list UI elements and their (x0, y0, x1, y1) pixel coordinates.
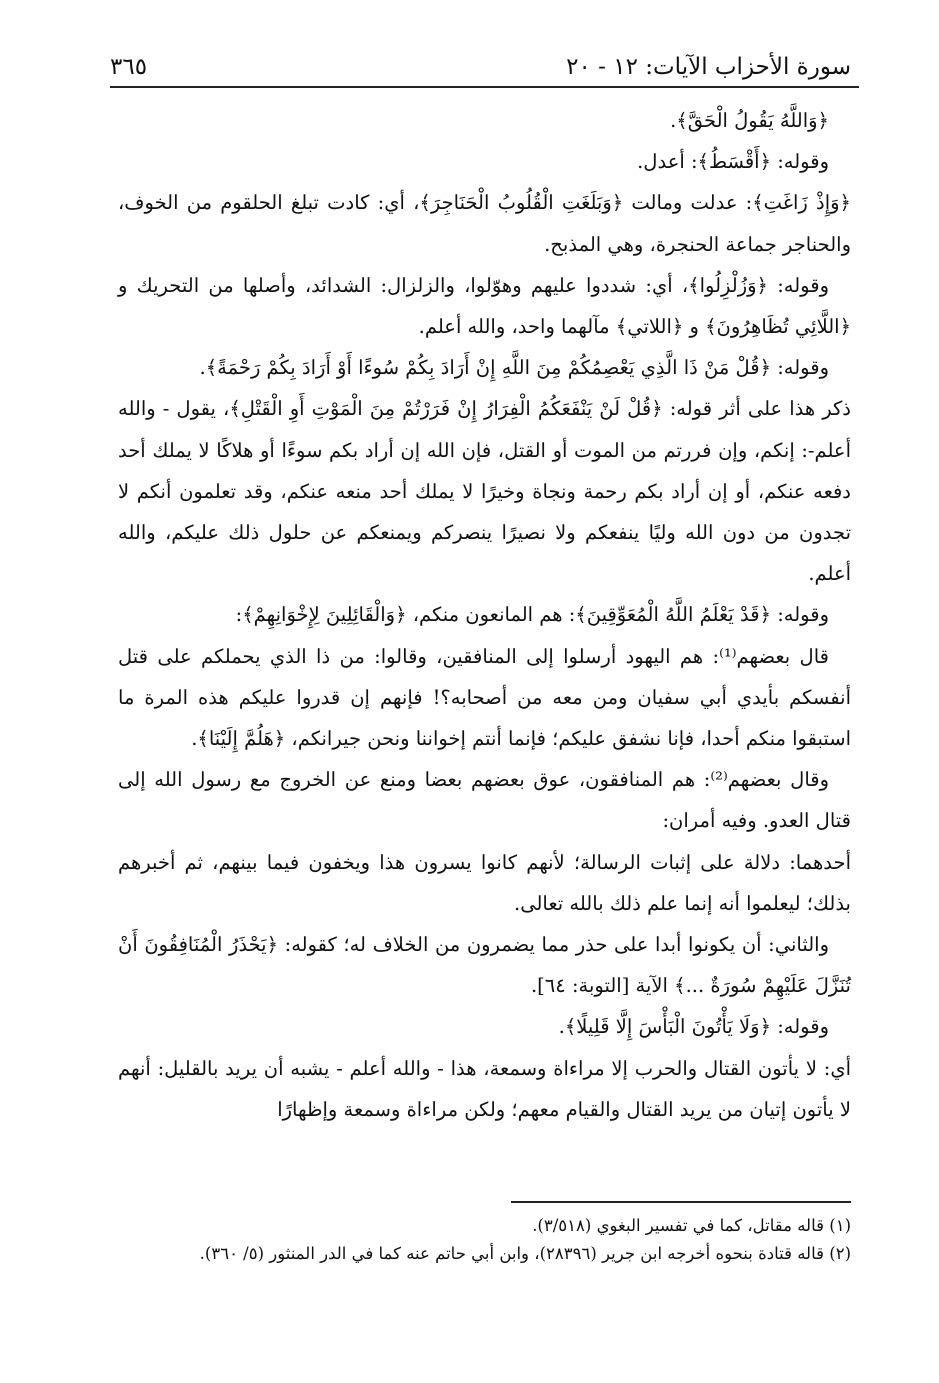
page-number: ٣٦٥ (110, 54, 148, 80)
main-text (118, 100, 851, 1130)
paragraph: قال بعضهم⁽¹⁾: هم اليهود أرسلوا إلى المنافقين، وقالوا: من ذا الذي يحملكم على قتل أنفسكم بأيدي أبي سفيان ومن معه من أصحابه؟! فإنهم إن قدروا عليكم هذه المرة ما استبقوا منكم أحدا، فإنا نشفق عليكم؛ فإنما أنتم إخواننا ونحن جيرانكم، ﴿هَلُمَّ إِلَيْنَا﴾. (118, 644, 851, 751)
paragraph: وقوله: ﴿قَدْ يَعْلَمُ اللَّهُ الْمُعَوِّقِينَ﴾: هم المانعون منكم، ﴿وَالْقَائِلِينَ لِإِخْوَانِهِمْ﴾: (235, 603, 829, 627)
paragraph: ﴿وَاللَّهُ يَقُولُ الْحَقَّ﴾. (670, 109, 829, 132)
paragraph: أي: لا يأتون القتال والحرب إلا مراءاة وسمعة، هذا - والله أعلم - يشبه أن يريد بالقليل: أنهم لا يأتون إتيان من يريد القتال والقيام معهم؛ ولكن مراءاة وسمعة وإظهارًا (118, 1056, 851, 1121)
footnote-1: (١) قاله مقاتل، كما في تفسير البغوي (٣/٥١٨). (532, 1216, 851, 1235)
page-header (110, 40, 851, 80)
footnote-2: (٢) قاله قتادة بنحوه أخرجه ابن جرير (٢٨٣٩٦)، وابن أبي حاتم عنه كما في الدر المنثور (٥/ ٣٦٠). (199, 1244, 851, 1263)
paragraph: وقوله: ﴿أَقْسَطُ﴾: أعدل. (637, 150, 829, 174)
paragraph: وقوله: ﴿وَزُلْزِلُوا﴾، أي: شددوا عليهم وهوّلوا، والزلزال: الشدائد، وأصلها من التحريك و ﴿اللَّائِي تُظَاهِرُونَ﴾ و ﴿اللاتي﴾ مآلهما واحد، والله أعلم. (118, 273, 851, 339)
running-title: سورة الأحزاب الآيات: ١٢ - ٢٠ (566, 54, 851, 80)
paragraph: وقال بعضهم⁽²⁾: هم المنافقون، عوق بعضهم بعضا ومنع عن الخروج مع رسول الله إلى قتال العدو. وفيه أمران: (118, 768, 851, 833)
paragraph: أحدهما: دلالة على إثبات الرسالة؛ لأنهم كانوا يسرون هذا ويخفون فيما بينهم، ثم أخبرهم بذلك؛ ليعلموا أنه إنما علم ذلك بالله تعالى. (118, 850, 851, 915)
paragraph: والثاني: أن يكونوا أبدا على حذر مما يضمرون من الخلاف له؛ كقوله: ﴿يَحْذَرُ الْمُنَافِقُونَ أَنْ تُنَزَّلَ عَلَيْهِمْ سُورَةٌ ...﴾ الآية [التوبة: ٦٤]. (118, 933, 851, 998)
footnote-divider (511, 1201, 851, 1203)
paragraph: وقوله: ﴿وَلَا يَأْتُونَ الْبَأْسَ إِلَّا قَلِيلًا﴾. (558, 1015, 829, 1039)
paragraph: ﴿وَإِذْ زَاغَتِ﴾: عدلت ومالت ﴿وَبَلَغَتِ الْقُلُوبُ الْحَنَاجِرَ﴾، أي: كادت تبلغ الحلقوم من الخوف، والحناجر جماعة الحنجرة، وهي المذبح. (118, 191, 851, 256)
footnotes (118, 1212, 851, 1268)
header-divider (110, 86, 859, 88)
paragraph: وقوله: ﴿قُلْ مَنْ ذَا الَّذِي يَعْصِمُكُمْ مِنَ اللَّهِ إِنْ أَرَادَ بِكُمْ سُوءًا أَوْ أَرَادَ بِكُمْ رَحْمَةً﴾. (199, 356, 829, 380)
paragraph: ذكر هذا على أثر قوله: ﴿قُلْ لَنْ يَنْفَعَكُمُ الْفِرَارُ إِنْ فَرَرْتُمْ مِنَ الْمَوْتِ أَوِ الْقَتْلِ﴾، يقول - والله أعلم-: إنكم، وإن فررتم من الموت أو القتل، فإن الله إن أراد بكم سوءًا أو هلاكًا لا يملك أحد دفعه عنكم، أو إن أراد بكم رحمة ونجاة وخيرًا لا يملك أحد منعه عنكم، وقد تعلمون أنكم لا تجدون من دون الله وليًا ينفعكم ولا نصيرًا ينصركم ويمنعكم عن حلول ذلك عليكم، والله أعلم. (118, 397, 851, 586)
